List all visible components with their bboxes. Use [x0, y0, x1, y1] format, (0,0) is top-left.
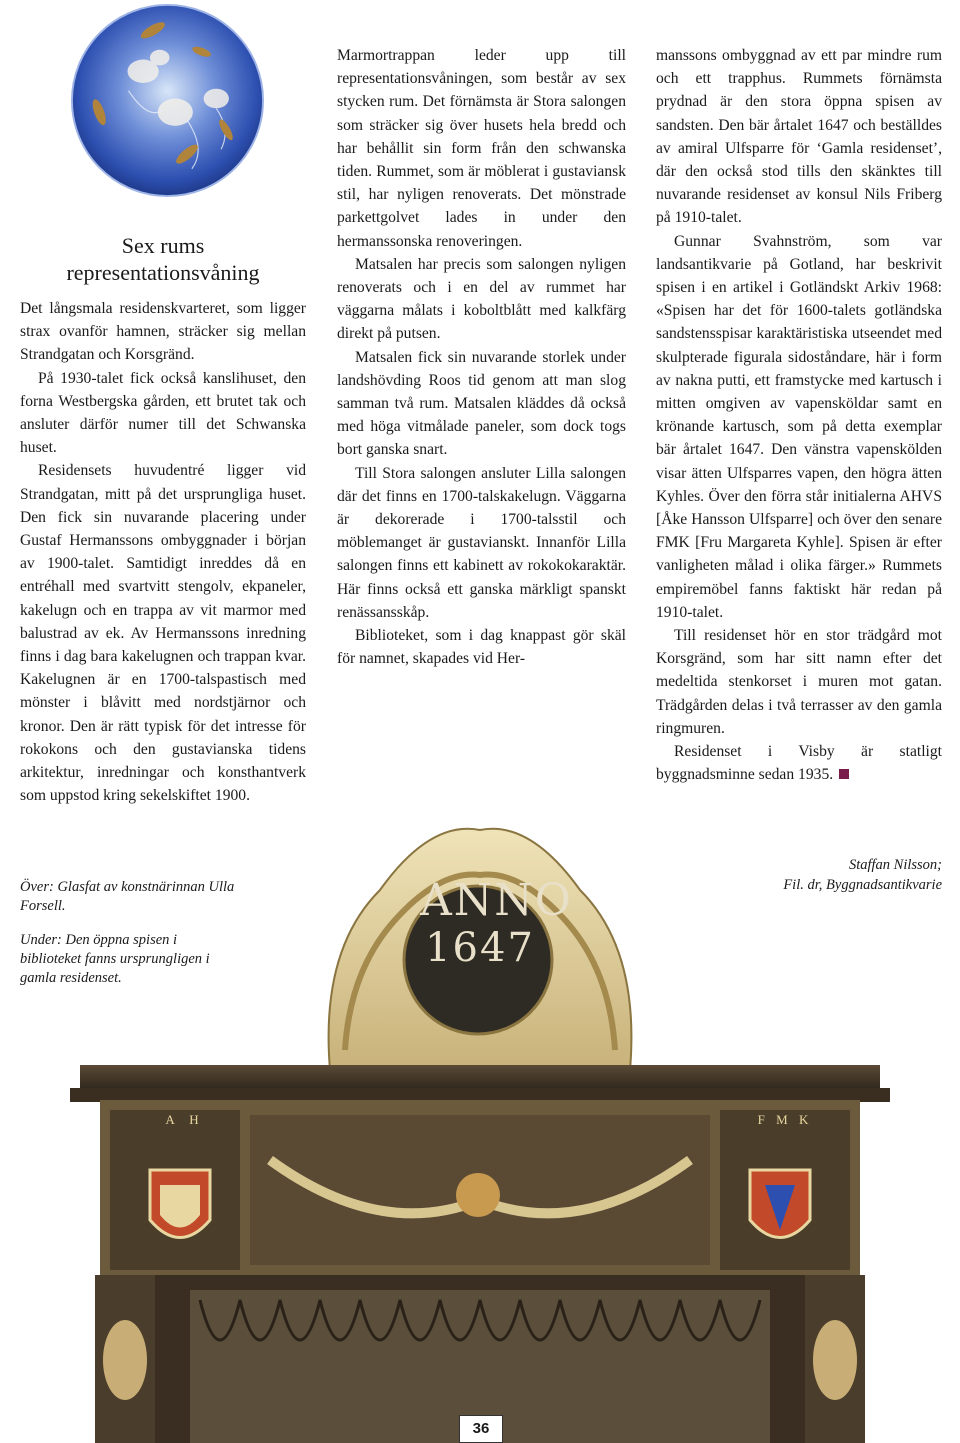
- middle-text-column: [337, 44, 626, 670]
- page-number: 36: [459, 1415, 503, 1443]
- end-mark-icon: [839, 769, 849, 779]
- right-text-column: [656, 44, 942, 787]
- glass-plate-image: [70, 3, 265, 198]
- paragraph: Biblioteket, som i dag knappast gör skäl för namnet, skapades vid Her-: [337, 627, 626, 668]
- paragraph: Matsalen har precis som salongen nyligen renoverats och i en del av rummet har väggarna målats i koboltblått med kalkfärg direkt på putsen.: [337, 255, 626, 343]
- paragraph: Gunnar Svahnström, som var landsantikvarie på Gotland, har beskrivit spisen i en artikel i Gotländskt Arkiv 1968: «Spisen har det för 1600-talets gotländska sandstensspisar karaktäristiska utseendet med skulpterade figurala sidoståndare, här i form av nakna putti, ett framstycke med kartusch i mitten omgiven av vapensköldar samt en krönande kartusch, som på detta exemplar bär årtalet 1647. Den vänstra vapenskölden visar ätten Ulfsparres vapen, den högra ätten Kyhles. Över den förra står initialerna AHVS [Åke Hansson Ulfsparre] och över den senare FMK [Fru Margareta Kyhle]. Spisen är efter vanligheten målad i olika färger.» Rummets empiremöbel fanns faktiskt här redan på 1910-talet.: [656, 232, 942, 621]
- paragraph: Till residenset hör en stor trädgård mot Korsgränd, som har sitt namn efter det medeltida stenkorset i muren mot gatan. Trädgården delas i två terrasser av den gamla ringmuren.: [656, 627, 942, 737]
- closing-sentence: Residenset i Visby är statligt byggnadsminne sedan 1935.: [656, 743, 942, 784]
- title-line-2: representationsvåning: [66, 260, 260, 285]
- paragraph: Det långsmala residenskvarteret, som ligger strax ovanför hamnen, sträcker sig mellan Strandgatan och Korsgränd.: [20, 300, 306, 364]
- byline: [742, 855, 942, 895]
- author-title: Fil. dr, Byggnadsantikvarie: [783, 877, 942, 893]
- left-shield-initials: A H: [165, 1112, 205, 1127]
- left-text-column: [20, 297, 306, 807]
- author-name: Staffan Nilsson;: [848, 857, 942, 873]
- paragraph: manssons ombyggnad av ett par mindre rum och ett trapphus. Rummets förnämsta prydnad är den stora öppna spisen av sandsten. Den bär årtalet 1647 och beställdes av amiral Ulfsparre för ‘Gamla residenset’, där den också stod tills den skänktes till nuvarande residenset av konsul Nils Friberg på 1910-talet.: [656, 47, 942, 227]
- cartouche-year: 1647: [425, 925, 535, 971]
- cartouche-anno: ANNO: [420, 875, 573, 926]
- caption-fireplace: Under: Den öppna spisen i biblioteket fanns ursprungligen i gamla residenset.: [20, 932, 210, 986]
- paragraph: Till Stora salongen ansluter Lilla salongen där det finns en 1700-talskakelugn. Väggarna är dekorerade i 1700-talsstil och möblemanget är gustavianskt. Innanför Lilla salongen finns ett kabinett av rokokokaraktär. Här finns också ett ganska märkligt spanskt renässansskåp.: [337, 464, 626, 621]
- paragraph: [656, 740, 942, 786]
- title-line-1: Sex rums: [121, 233, 205, 258]
- right-shield-initials: F M K: [757, 1112, 813, 1127]
- paragraph: Marmortrappan leder upp till representationsvåningen, som består av sex stycken rum. Det förnämsta är Stora salongen som sträcker sig över husets hela bredd och har behållit sin form från den schwanska tiden. Rummet, som är möblerat i gustaviansk stil, har nyligen renoverats. Det mönstrade parkettgolvet lades in under den hermanssonska renoveringen.: [337, 47, 626, 250]
- article-title: [20, 232, 306, 286]
- paragraph: Residensets huvudentré ligger vid Strandgatan, mitt på det ursprungliga huset. Den fick sin nuvarande placering under Gustaf Hermanssons ombyggnader i början av 1900-talet. Samtidigt inreddes då en entréhall med svartvitt stengolv, ekpaneler, kakelugn och en trappa av vit marmor med balustrad av ek. Av Hermanssons inredning finns i dag bara kakelugnen och trappan kvar. Kakelugnen är en 1700-talspastisch med mönster i blåvitt med nordstjärnor och kronor. Den är rätt typisk för det intresse för rokokons och den gustavianska tidens arkitektur, inredningar och konsthantverk som uppstod kring sekelskiftet 1900.: [20, 462, 306, 805]
- paragraph: På 1930-talet fick också kanslihuset, den forna Westbergska gården, ett brutet tak och ansluter därför numer till det Schwanska huset.: [20, 369, 306, 457]
- caption-plate: Över: Glasfat av konstnärinnan Ulla Forsell.: [20, 879, 235, 914]
- paragraph: Matsalen fick sin nuvarande storlek under landshövding Roos tid genom att man slog samman två rum. Matsalen kläddes då också med höga vitmålade paneler, som dock togs bort ganska snart.: [337, 348, 626, 459]
